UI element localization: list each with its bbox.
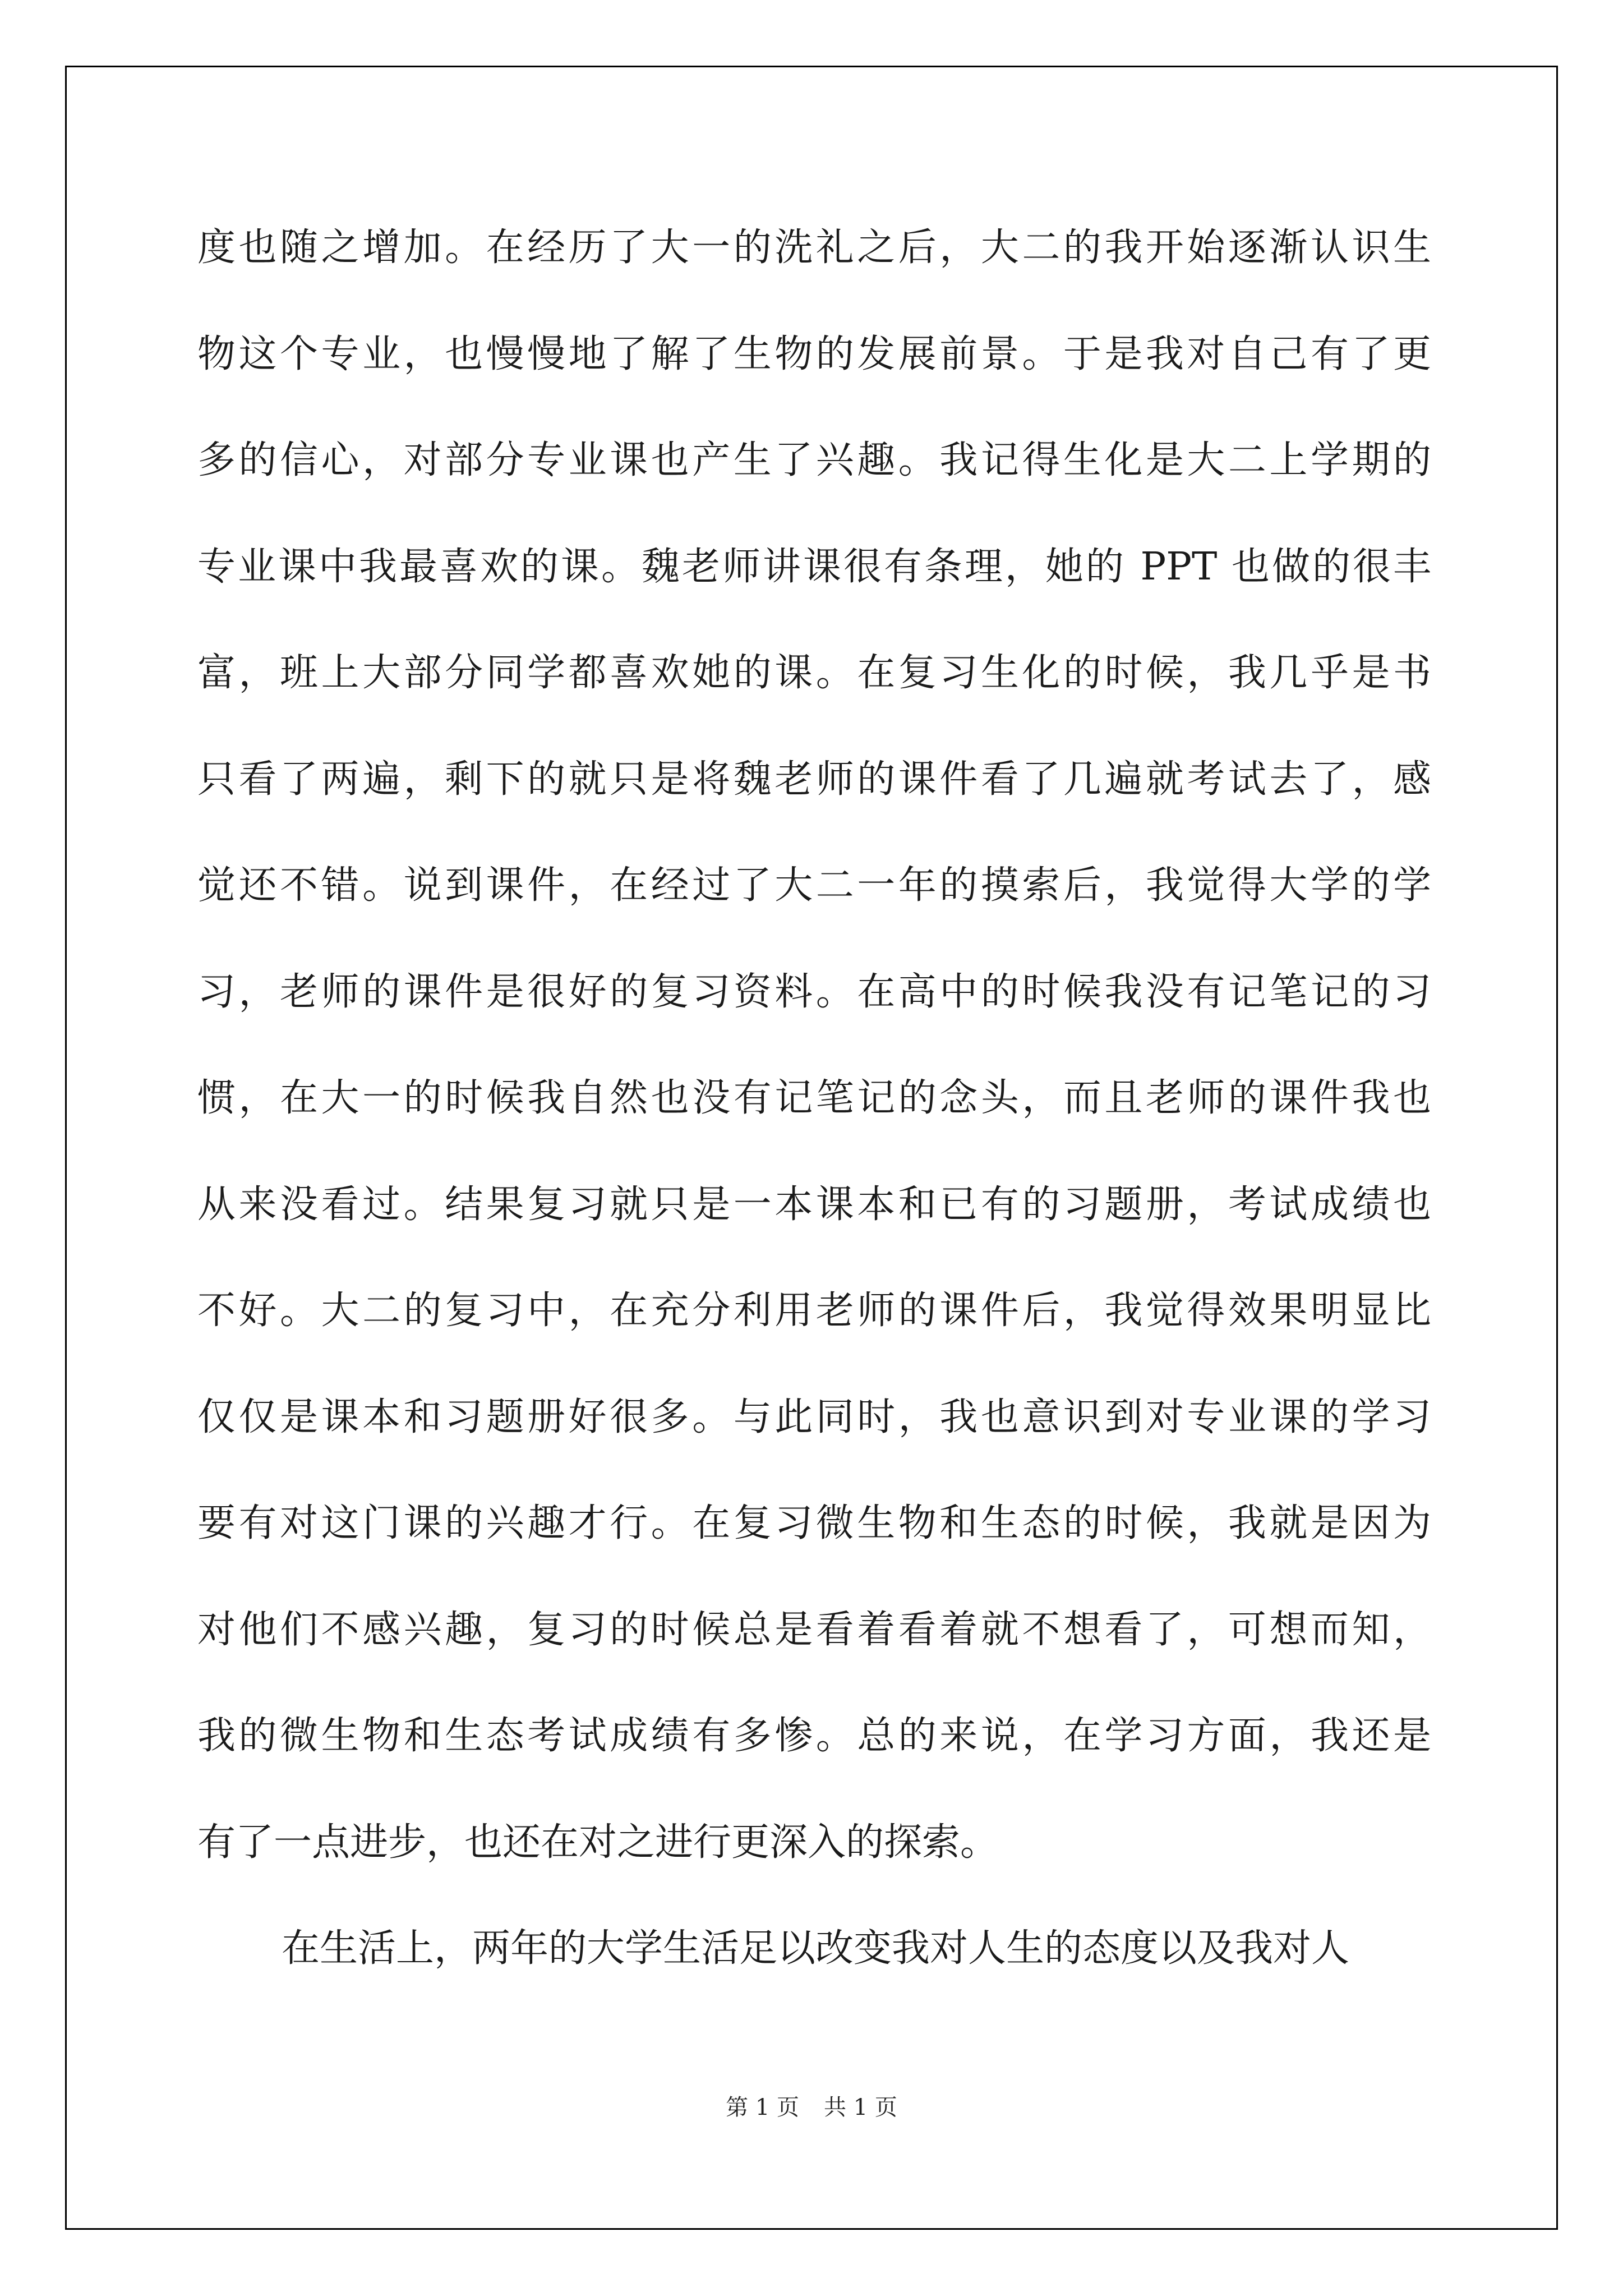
text-line: 我的微生物和生态考试成绩有多惨。总的来说，在学习方面，我还是: [197, 1714, 1431, 1758]
text-line: 物这个专业，也慢慢地了解了生物的发展前景。于是我对自己有了更: [197, 332, 1431, 376]
text-line: 觉还不错。说到课件，在经过了大二一年的摸索后，我觉得大学的学: [197, 863, 1431, 908]
text-line: 多的信心，对部分专业课也产生了兴趣。我记得生化是大二上学期的: [197, 438, 1431, 482]
page-footer: [0, 2090, 1623, 2122]
paragraph-end-line: 有了一点进步，也还在对之进行更深入的探索。: [197, 1820, 999, 1865]
text-line: 度也随之增加。在经历了大一的洗礼之后，大二的我开始逐渐认识生: [197, 226, 1431, 270]
text-line: 富，班上大部分同学都喜欢她的课。在复习生化的时候，我几乎是书: [197, 651, 1431, 695]
text-line: 仅仅是课本和习题册好很多。与此同时，我也意识到对专业课的学习: [197, 1395, 1431, 1439]
text-line: 只看了两遍，剩下的就只是将魏老师的课件看了几遍就考试去了，感: [197, 757, 1431, 802]
text-line: 不好。大二的复习中，在充分利用老师的课件后，我觉得效果明显比: [197, 1289, 1431, 1333]
text-line: 要有对这门课的兴趣才行。在复习微生物和生态的时候，我就是因为: [197, 1501, 1431, 1545]
text-line: 专业课中我最喜欢的课。魏老师讲课很有条理，她的 PPT 也做的很丰: [197, 544, 1431, 589]
text-line: 对他们不感兴趣，复习的时候总是看着看着就不想看了，可想而知，: [197, 1607, 1431, 1652]
text-line: 习，老师的课件是很好的复习资料。在高中的时候我没有记笔记的习: [197, 969, 1431, 1014]
page-number: 第 1 页: [726, 2095, 799, 2120]
page-total: 共 1 页: [824, 2095, 897, 2120]
paragraph-start-line: 在生活上，两年的大学生活足以改变我对人生的态度以及我对人: [282, 1926, 1350, 1971]
document-body: [197, 206, 1431, 2013]
text-line: 惯，在大一的时候我自然也没有记笔记的念头，而且老师的课件我也: [197, 1076, 1431, 1120]
text-line: 从来没看过。结果复习就只是一本课本和已有的习题册，考试成绩也: [197, 1182, 1431, 1227]
